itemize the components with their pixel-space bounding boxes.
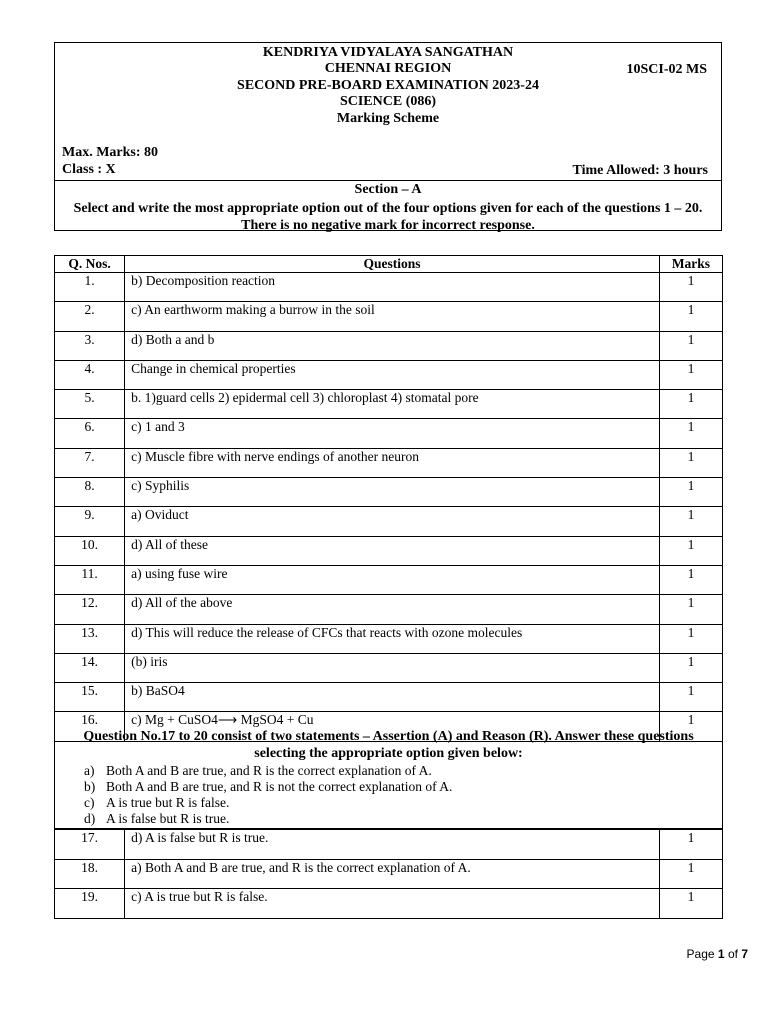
answer-text: b. 1)guard cells 2) epidermal cell 3) chloroplast 4) stomatal pore [125,390,660,419]
assertion-heading: Question No.17 to 20 consist of two statements – Assertion (A) and Reason (R). Answer these questions selecting the appropriate option given below: [83,729,694,761]
answer-text: c) 1 and 3 [125,419,660,448]
table-row [55,683,723,712]
section-instructions: Select and write the most appropriate option out of the four options given for each of the questions 1 – 20. There is no negative mark for incorrect response. [73,201,703,233]
marks-value: 1 [659,302,722,331]
answer-text: d) All of the above [125,595,660,624]
marks-value: 1 [659,360,722,389]
class-label: Class : X [62,162,116,177]
answer-text: b) Decomposition reaction [125,273,660,302]
question-number: 7. [55,448,125,477]
section-title: Section – A [354,182,422,197]
marks-value: 1 [659,624,722,653]
question-number: 18. [55,859,125,889]
table-row [55,624,723,653]
question-number: 4. [55,360,125,389]
table-row [55,478,723,507]
subject: SCIENCE (086) [339,94,437,109]
answer-text: c) An earthworm making a burrow in the soil [125,302,660,331]
marks-value: 1 [659,273,722,302]
option-a: a) Both A and B are true, and R is the correct explanation of A. [84,763,432,778]
answer-text: c) A is true but R is false. [125,889,660,919]
question-number: 2. [55,302,125,331]
marks-value: 1 [659,889,722,919]
table-row [55,889,723,919]
table-row [55,331,723,360]
answer-text: c) Mg + CuSO4⟶ MgSO4 + Cu [125,712,660,741]
question-number: 1. [55,273,125,302]
answer-text: b) BaSO4 [125,683,660,712]
answer-text: d) A is false but R is true. [125,830,660,860]
question-number: 3. [55,331,125,360]
question-number: 19. [55,889,125,919]
marks-value: 1 [659,859,722,889]
answer-text: a) Both A and B are true, and R is the correct explanation of A. [125,859,660,889]
page-number: Page 1 of 7 [686,947,748,961]
marks-value: 1 [659,712,722,741]
assertion-options [84,763,452,827]
time-allowed: Time Allowed: 3 hours [572,163,708,178]
option-b: b) Both A and B are true, and R is not the correct explanation of A. [84,779,453,794]
question-number: 5. [55,390,125,419]
marks-value: 1 [659,565,722,594]
exam-header [54,42,722,231]
header-qno: Q. Nos. [55,256,125,273]
marks-value: 1 [659,478,722,507]
assertion-answers-table [54,829,723,919]
table-row [55,273,723,302]
org-name: KENDRIYA VIDYALAYA SANGATHAN [262,45,514,60]
header-questions: Questions [125,256,660,273]
table-row [55,390,723,419]
marks-value: 1 [659,653,722,682]
question-number: 14. [55,653,125,682]
region-name: CHENNAI REGION [324,61,452,76]
question-number: 11. [55,565,125,594]
question-number: 16. [55,712,125,741]
marks-value: 1 [659,595,722,624]
answer-text: a) Oviduct [125,507,660,536]
answer-text: d) This will reduce the release of CFCs that reacts with ozone molecules [125,624,660,653]
marks-value: 1 [659,683,722,712]
exam-title: SECOND PRE-BOARD EXAMINATION 2023-24 [237,78,539,93]
question-number: 13. [55,624,125,653]
answer-text: c) Syphilis [125,478,660,507]
table-row [55,507,723,536]
table-row [55,448,723,477]
question-number: 6. [55,419,125,448]
answer-text: c) Muscle fibre with nerve endings of another neuron [125,448,660,477]
option-c: c) A is true but R is false. [84,795,230,810]
table-row [55,302,723,331]
table-row [55,830,723,860]
answer-text: d) All of these [125,536,660,565]
answer-text: a) using fuse wire [125,565,660,594]
table-row [55,595,723,624]
header-divider [55,180,721,181]
assertion-instructions [54,728,723,829]
marks-value: 1 [659,536,722,565]
marks-value: 1 [659,331,722,360]
question-number: 10. [55,536,125,565]
question-number: 9. [55,507,125,536]
marks-value: 1 [659,419,722,448]
table-row [55,360,723,389]
table-row [55,565,723,594]
marks-value: 1 [659,507,722,536]
answer-text: (b) iris [125,653,660,682]
question-number: 12. [55,595,125,624]
answer-text: d) Both a and b [125,331,660,360]
question-number: 17. [55,830,125,860]
answer-text: Change in chemical properties [125,360,660,389]
table-row [55,419,723,448]
question-number: 8. [55,478,125,507]
paper-code: 10SCI-02 MS [626,62,707,77]
document-type: Marking Scheme [336,111,440,126]
option-d: d) A is false but R is true. [84,811,230,826]
marks-value: 1 [659,830,722,860]
table-row [55,859,723,889]
table-row [55,536,723,565]
marks-value: 1 [659,448,722,477]
question-number: 15. [55,683,125,712]
table-row [55,653,723,682]
marks-value: 1 [659,390,722,419]
header-marks: Marks [659,256,722,273]
max-marks: Max. Marks: 80 [62,145,159,160]
answers-table [54,255,723,742]
